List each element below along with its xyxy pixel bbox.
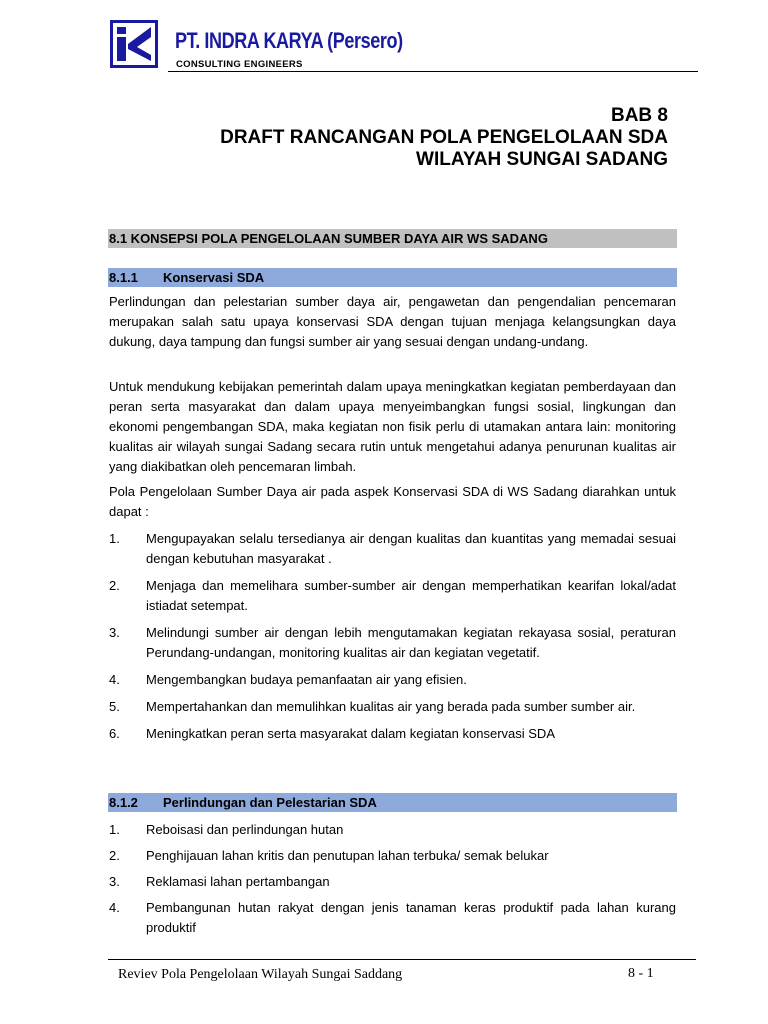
subsection-title: Perlindungan dan Pelestarian SDA (163, 795, 377, 810)
list-item (109, 670, 676, 690)
conservation-goals-list (109, 529, 676, 744)
section-heading-8-1-text: 8.1 KONSEPSI POLA PENGELOLAAN SUMBER DAYA AIR WS SADANG (109, 231, 548, 246)
chapter-title-block (220, 105, 668, 171)
chapter-title-line-2: WILAYAH SUNGAI SADANG (416, 149, 668, 170)
list-item-text: Meningkatkan peran serta masyarakat dalam kegiatan konservasi SDA (146, 726, 555, 741)
subsection-title: Konservasi SDA (163, 270, 265, 285)
list-item-number: 3. (109, 874, 120, 889)
list-item-text: Menjaga dan memelihara sumber-sumber air dengan memperhatikan kearifan lokal/adat istiadat setempat. (146, 578, 676, 613)
paragraph: Pola Pengelolaan Sumber Daya air pada aspek Konservasi SDA di WS Sadang diarahkan untuk dapat : (109, 484, 676, 519)
list-item (109, 697, 676, 717)
chapter-label: BAB 8 (610, 105, 668, 126)
list-item (109, 872, 676, 892)
list-item (109, 724, 676, 744)
list-item (109, 623, 676, 663)
list-item (109, 576, 676, 616)
list-item (109, 898, 676, 938)
footer-document-title: Reviev Pola Pengelolaan Wilayah Sungai Saddang (118, 967, 403, 982)
list-item-text: Mengembangkan budaya pemanfaatan air yang efisien. (146, 672, 467, 687)
list-item-number: 2. (109, 848, 120, 863)
subsection-number: 8.1.1 (109, 270, 138, 285)
list-item (109, 529, 676, 569)
subsection-heading-8-1-2 (108, 793, 677, 812)
list-item-number: 4. (109, 900, 120, 915)
list-item-number: 1. (109, 531, 120, 546)
header-divider (168, 71, 698, 72)
list-item (109, 846, 676, 866)
list-item-number: 6. (109, 726, 120, 741)
list-item-text: Reboisasi dan perlindungan hutan (146, 822, 344, 837)
list-item-text: Melindungi sumber air dengan lebih mengutamakan kegiatan rekayasa sosial, peraturan Perundang-undangan, monitoring kualitas air dan kegiatan vegetatif. (146, 625, 676, 660)
list-item (109, 820, 676, 840)
protection-activities-list (109, 820, 676, 938)
list-item-number: 2. (109, 578, 120, 593)
paragraph: Untuk mendukung kebijakan pemerintah dalam upaya meningkatkan kegiatan pemberdayaan dan peran serta masyarakat dan dalam upaya menyeimbangkan fungsi sosial, lingkungan dan ekonomi pengembangan SDA, maka kegiatan non fisik perlu di utamakan antara lain: monitoring kualitas air wilayah sungai Sadang secara rutin untuk mengetahui adanya penurunan kualitas air yang diakibatkan oleh pencemaran limbah. (109, 379, 676, 474)
subsection-number: 8.1.2 (109, 795, 138, 810)
list-item-text: Pembangunan hutan rakyat dengan jenis tanaman keras produktif pada lahan kurang produktif (146, 900, 676, 935)
list-item-text: Penghijauan lahan kritis dan penutupan lahan terbuka/ semak belukar (146, 848, 549, 863)
list-item-number: 1. (109, 822, 120, 837)
paragraph: Perlindungan dan pelestarian sumber daya air, pengawetan dan pengendalian pencemaran merupakan salah satu upaya konservasi SDA dengan tujuan menjaga kelangsungkan daya dukung, daya tampung dan fungsi sumber air yang sesuai dengan undang-undang. (109, 294, 676, 349)
company-tagline: CONSULTING ENGINEERS (176, 59, 303, 70)
footer-divider (108, 959, 696, 960)
list-item-text: Mengupayakan selalu tersedianya air dengan kualitas dan kuantitas yang memadai sesuai dengan kebutuhan masyarakat . (146, 531, 676, 566)
list-item-number: 4. (109, 672, 120, 687)
section-heading-8-1 (108, 229, 677, 248)
list-item-text: Mempertahankan dan memulihkan kualitas air yang berada pada sumber sumber air. (146, 699, 636, 714)
list-item-number: 5. (109, 699, 120, 714)
company-logo-icon (110, 20, 158, 68)
chapter-title-line-1: DRAFT RANCANGAN POLA PENGELOLAAN SDA (220, 127, 668, 148)
list-item-number: 3. (109, 625, 120, 640)
list-item-text: Reklamasi lahan pertambangan (146, 874, 330, 889)
company-name: PT. INDRA KARYA (Persero) (175, 28, 403, 53)
footer-page-number: 8 - 1 (628, 966, 654, 981)
subsection-heading-8-1-1 (108, 268, 677, 287)
